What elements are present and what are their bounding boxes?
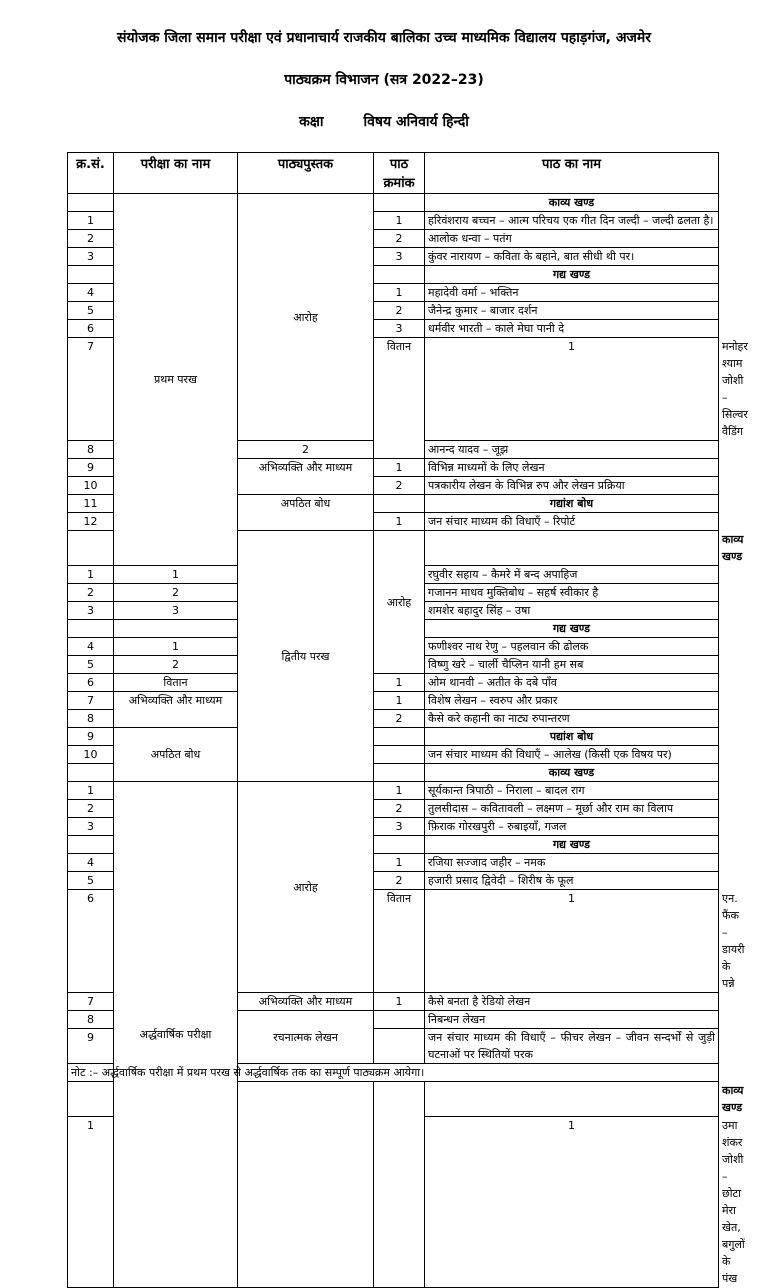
serial-number: 8 (68, 1011, 114, 1029)
col-header-lesson-number: पाठ क्रमांक (374, 153, 425, 194)
lesson-number: 1 (374, 513, 425, 531)
lesson-number: 2 (374, 230, 425, 248)
lesson-name: जैनेन्द्र कुमार – बाजार दर्शन (425, 302, 719, 320)
serial-number: 1 (68, 782, 114, 800)
lesson-name: पत्रकारीय लेखन के विभिन्न रुप और लेखन प्रक्रिया (425, 477, 719, 495)
lesson-name: कुंवर नारायण – कविता के बहाने, बात सीधी थी पर। (425, 248, 719, 266)
serial-number: 3 (68, 602, 114, 620)
book-vitan: वितान (374, 338, 425, 459)
lesson-number: 1 (114, 566, 238, 584)
table-row (68, 692, 719, 710)
lesson-name: महादेवी वर्मा – भक्तिन (425, 284, 719, 302)
serial-number: 6 (68, 320, 114, 338)
lesson-name: निबन्धन लेखन (425, 1011, 719, 1029)
exam-first-parakh: प्रथम परख (114, 194, 238, 566)
lesson-number: 1 (374, 284, 425, 302)
syllabus-table (67, 152, 748, 1288)
lesson-number: 1 (374, 854, 425, 872)
serial-number: 8 (68, 710, 114, 728)
lesson-name: ओम थानवी – अतीत के दबे पाँव (425, 674, 719, 692)
lesson-number: 3 (114, 602, 238, 620)
lesson-number: 1 (425, 338, 719, 441)
col-header-lesson-name: पाठ का नाम (425, 153, 719, 194)
lesson-number: 2 (374, 302, 425, 320)
lesson-number: 3 (374, 320, 425, 338)
lesson-number: 2 (114, 656, 238, 674)
document-subheading: पाठ्यक्रम विभाजन (सत्र 2022–23) (284, 72, 484, 88)
note-text: नोट :– अर्द्धवार्षिक परीक्षा में प्रथम परख से अर्द्धवार्षिक तक का सम्पूर्ण पाठ्यक्रम आयेगा। (68, 1064, 719, 1082)
lesson-name: हरिवंशराय बच्चन – आत्म परिचय एक गीत दिन जल्दी – जल्दी ढलता है। (425, 212, 719, 230)
section-heading: गद्य खण्ड (425, 266, 719, 284)
lesson-name: कैसे करे कहानी का नाट्य रुपान्तरण (425, 710, 719, 728)
serial-number: 9 (68, 459, 114, 477)
serial-number: 9 (68, 728, 114, 746)
lesson-name: गजानन माधव मुक्तिबोध – सहर्ष स्वीकार है (425, 584, 719, 602)
table-row (68, 782, 719, 800)
section-heading: गद्य खण्ड (425, 620, 719, 638)
table-row (68, 674, 719, 692)
serial-number: 1 (68, 566, 114, 584)
lesson-number: 3 (374, 818, 425, 836)
lesson-name: विष्णु खरे – चार्ली चैप्लिन यानी हम सब (425, 656, 719, 674)
serial-number: 3 (68, 248, 114, 266)
lesson-number: 1 (374, 212, 425, 230)
serial-number: 7 (68, 692, 114, 710)
book-apathit: अपठित बोध (238, 495, 374, 531)
table-row: 7 वितान 1 मनोहर श्याम जोशी – सिल्वर वैडिंग (68, 338, 719, 441)
lesson-name: शमशेर बहादुर सिंह – उषा (425, 602, 719, 620)
lesson-number: 1 (374, 674, 425, 692)
serial-number: 1 (68, 1117, 114, 1288)
section-heading: काव्य खण्ड (425, 194, 719, 212)
lesson-number: 1 (374, 459, 425, 477)
section-heading: काव्य खण्ड (425, 764, 719, 782)
book-aroh: आरोह (238, 782, 374, 993)
serial-number: 6 (68, 890, 114, 993)
lesson-name: हजारी प्रसाद द्विवेदी – शिरीष के फूल (425, 872, 719, 890)
section-heading: पद्यांश बोध (425, 728, 719, 746)
lesson-name: विभिन्न माध्यमों के लिए लेखन (425, 459, 719, 477)
book-abhivyakti: अभिव्यक्ति और माध्यम (238, 459, 374, 495)
serial-number: 7 (68, 993, 114, 1011)
book-apathit: अपठित बोध (114, 728, 238, 782)
serial-number: 1 (68, 212, 114, 230)
serial-number: 3 (68, 818, 114, 836)
lesson-name: तुलसीदास – कवितावली – लक्ष्मण – मूर्छा और राम का विलाप (425, 800, 719, 818)
table-row (68, 194, 719, 212)
serial-number: 10 (68, 746, 114, 764)
lesson-number: 2 (374, 477, 425, 495)
col-header-book: पाठ्यपुस्तक (238, 153, 374, 194)
section-heading: गद्यांश बोध (425, 495, 719, 513)
serial-number: 10 (68, 477, 114, 495)
serial-number: 4 (68, 854, 114, 872)
lesson-number: 2 (114, 584, 238, 602)
table-row: 1 1 उमा शंकर जोशी – छोटा मेरा खेत, बगुलों के पंख (68, 1117, 719, 1288)
lesson-name: विशेष लेखन – स्वरुप और प्रकार (425, 692, 719, 710)
serial-number: 11 (68, 495, 114, 513)
book-abhivyakti: अभिव्यक्ति और माध्यम (238, 993, 374, 1011)
serial-number: 9 (68, 1029, 114, 1064)
book-abhivyakti: अभिव्यक्ति और माध्यम (114, 692, 238, 728)
lesson-name: धर्मवीर भारती – काले मेघा पानी दे (425, 320, 719, 338)
table-header-row (68, 153, 719, 194)
serial-number: 6 (68, 674, 114, 692)
lesson-name: कैसे बनता है रेडियो लेखन (425, 993, 719, 1011)
lesson-number: 1 (374, 692, 425, 710)
serial-number: 12 (68, 513, 114, 531)
table-row: द्वितीय परख आरोह काव्य खण्ड (68, 531, 719, 566)
lesson-name: रजिया सज्जाद जहीर – नमक (425, 854, 719, 872)
serial-number: 7 (68, 338, 114, 441)
lesson-name: आनन्द यादव – जूझ (425, 441, 719, 459)
lesson-number: 2 (374, 872, 425, 890)
lesson-number: 3 (374, 248, 425, 266)
serial-number: 4 (68, 284, 114, 302)
lesson-number: 1 (425, 890, 719, 993)
book-vitan: वितान (114, 674, 238, 692)
col-header-exam: परीक्षा का नाम (114, 153, 238, 194)
class-subject-line (0, 112, 768, 131)
lesson-name: फ़िराक गोरखपुरी – रुबाइयाँ, गजल (425, 818, 719, 836)
book-rachnatmak: रचनात्मक लेखन (238, 1011, 374, 1064)
exam-second-parakh: द्वितीय परख (238, 531, 374, 782)
lesson-number: 2 (238, 441, 374, 459)
book-aroh: आरोह (238, 194, 374, 441)
lesson-name: जन संचार माध्यम की विधाएँ – आलेख (किसी एक विषय पर) (425, 746, 719, 764)
serial-number: 8 (68, 441, 114, 459)
note-row (68, 1064, 719, 1082)
book-vitan: वितान (374, 890, 425, 993)
serial-number: 5 (68, 656, 114, 674)
lesson-name: जन संचार माध्यम की विधाएँ – रिपोर्ट (425, 513, 719, 531)
lesson-name: सूर्यकान्त त्रिपाठी – निराला – बादल राग (425, 782, 719, 800)
lesson-name: जन संचार माध्यम की विधाएँ – फीचर लेखन – जीवन सन्दर्भों से जुड़ी घटनाओं पर स्थितियों परक (425, 1029, 719, 1064)
document-heading: संयोजक जिला समान परीक्षा एवं प्रधानाचार्य राजकीय बालिका उच्च माध्यमिक विद्यालय पहाड़गंज, अजमेर (117, 30, 651, 46)
lesson-name: रघुवीर सहाय – कैमरे में बन्द अपाहिज (425, 566, 719, 584)
lesson-number: 1 (374, 782, 425, 800)
serial-number: 2 (68, 800, 114, 818)
book-aroh: आरोह (374, 531, 425, 674)
serial-number: 2 (68, 584, 114, 602)
lesson-number: 2 (374, 800, 425, 818)
exam-half-yearly: अर्द्धवार्षिक परीक्षा (114, 782, 238, 1288)
serial-number: 5 (68, 872, 114, 890)
lesson-number: 1 (114, 638, 238, 656)
lesson-number: 1 (425, 1117, 719, 1288)
table-row: काव्य खण्ड (68, 1082, 719, 1117)
class-label: कक्षा (299, 114, 324, 130)
col-header-serial: क्र.सं. (68, 153, 114, 194)
serial-number: 4 (68, 638, 114, 656)
table-row: 6 वितान 1 एन. फैंक – डायरी के पन्ने (68, 890, 719, 993)
subject-label: विषय अनिवार्य हिन्दी (363, 114, 469, 130)
serial-number: 5 (68, 302, 114, 320)
section-heading: गद्य खण्ड (425, 836, 719, 854)
lesson-name: आलोक धन्वा – पतंग (425, 230, 719, 248)
table-row (68, 728, 719, 746)
lesson-number: 2 (374, 710, 425, 728)
serial-number: 2 (68, 230, 114, 248)
lesson-number: 1 (374, 993, 425, 1011)
lesson-name: फणीश्वर नाथ रेणु – पहलवान की ढोलक (425, 638, 719, 656)
